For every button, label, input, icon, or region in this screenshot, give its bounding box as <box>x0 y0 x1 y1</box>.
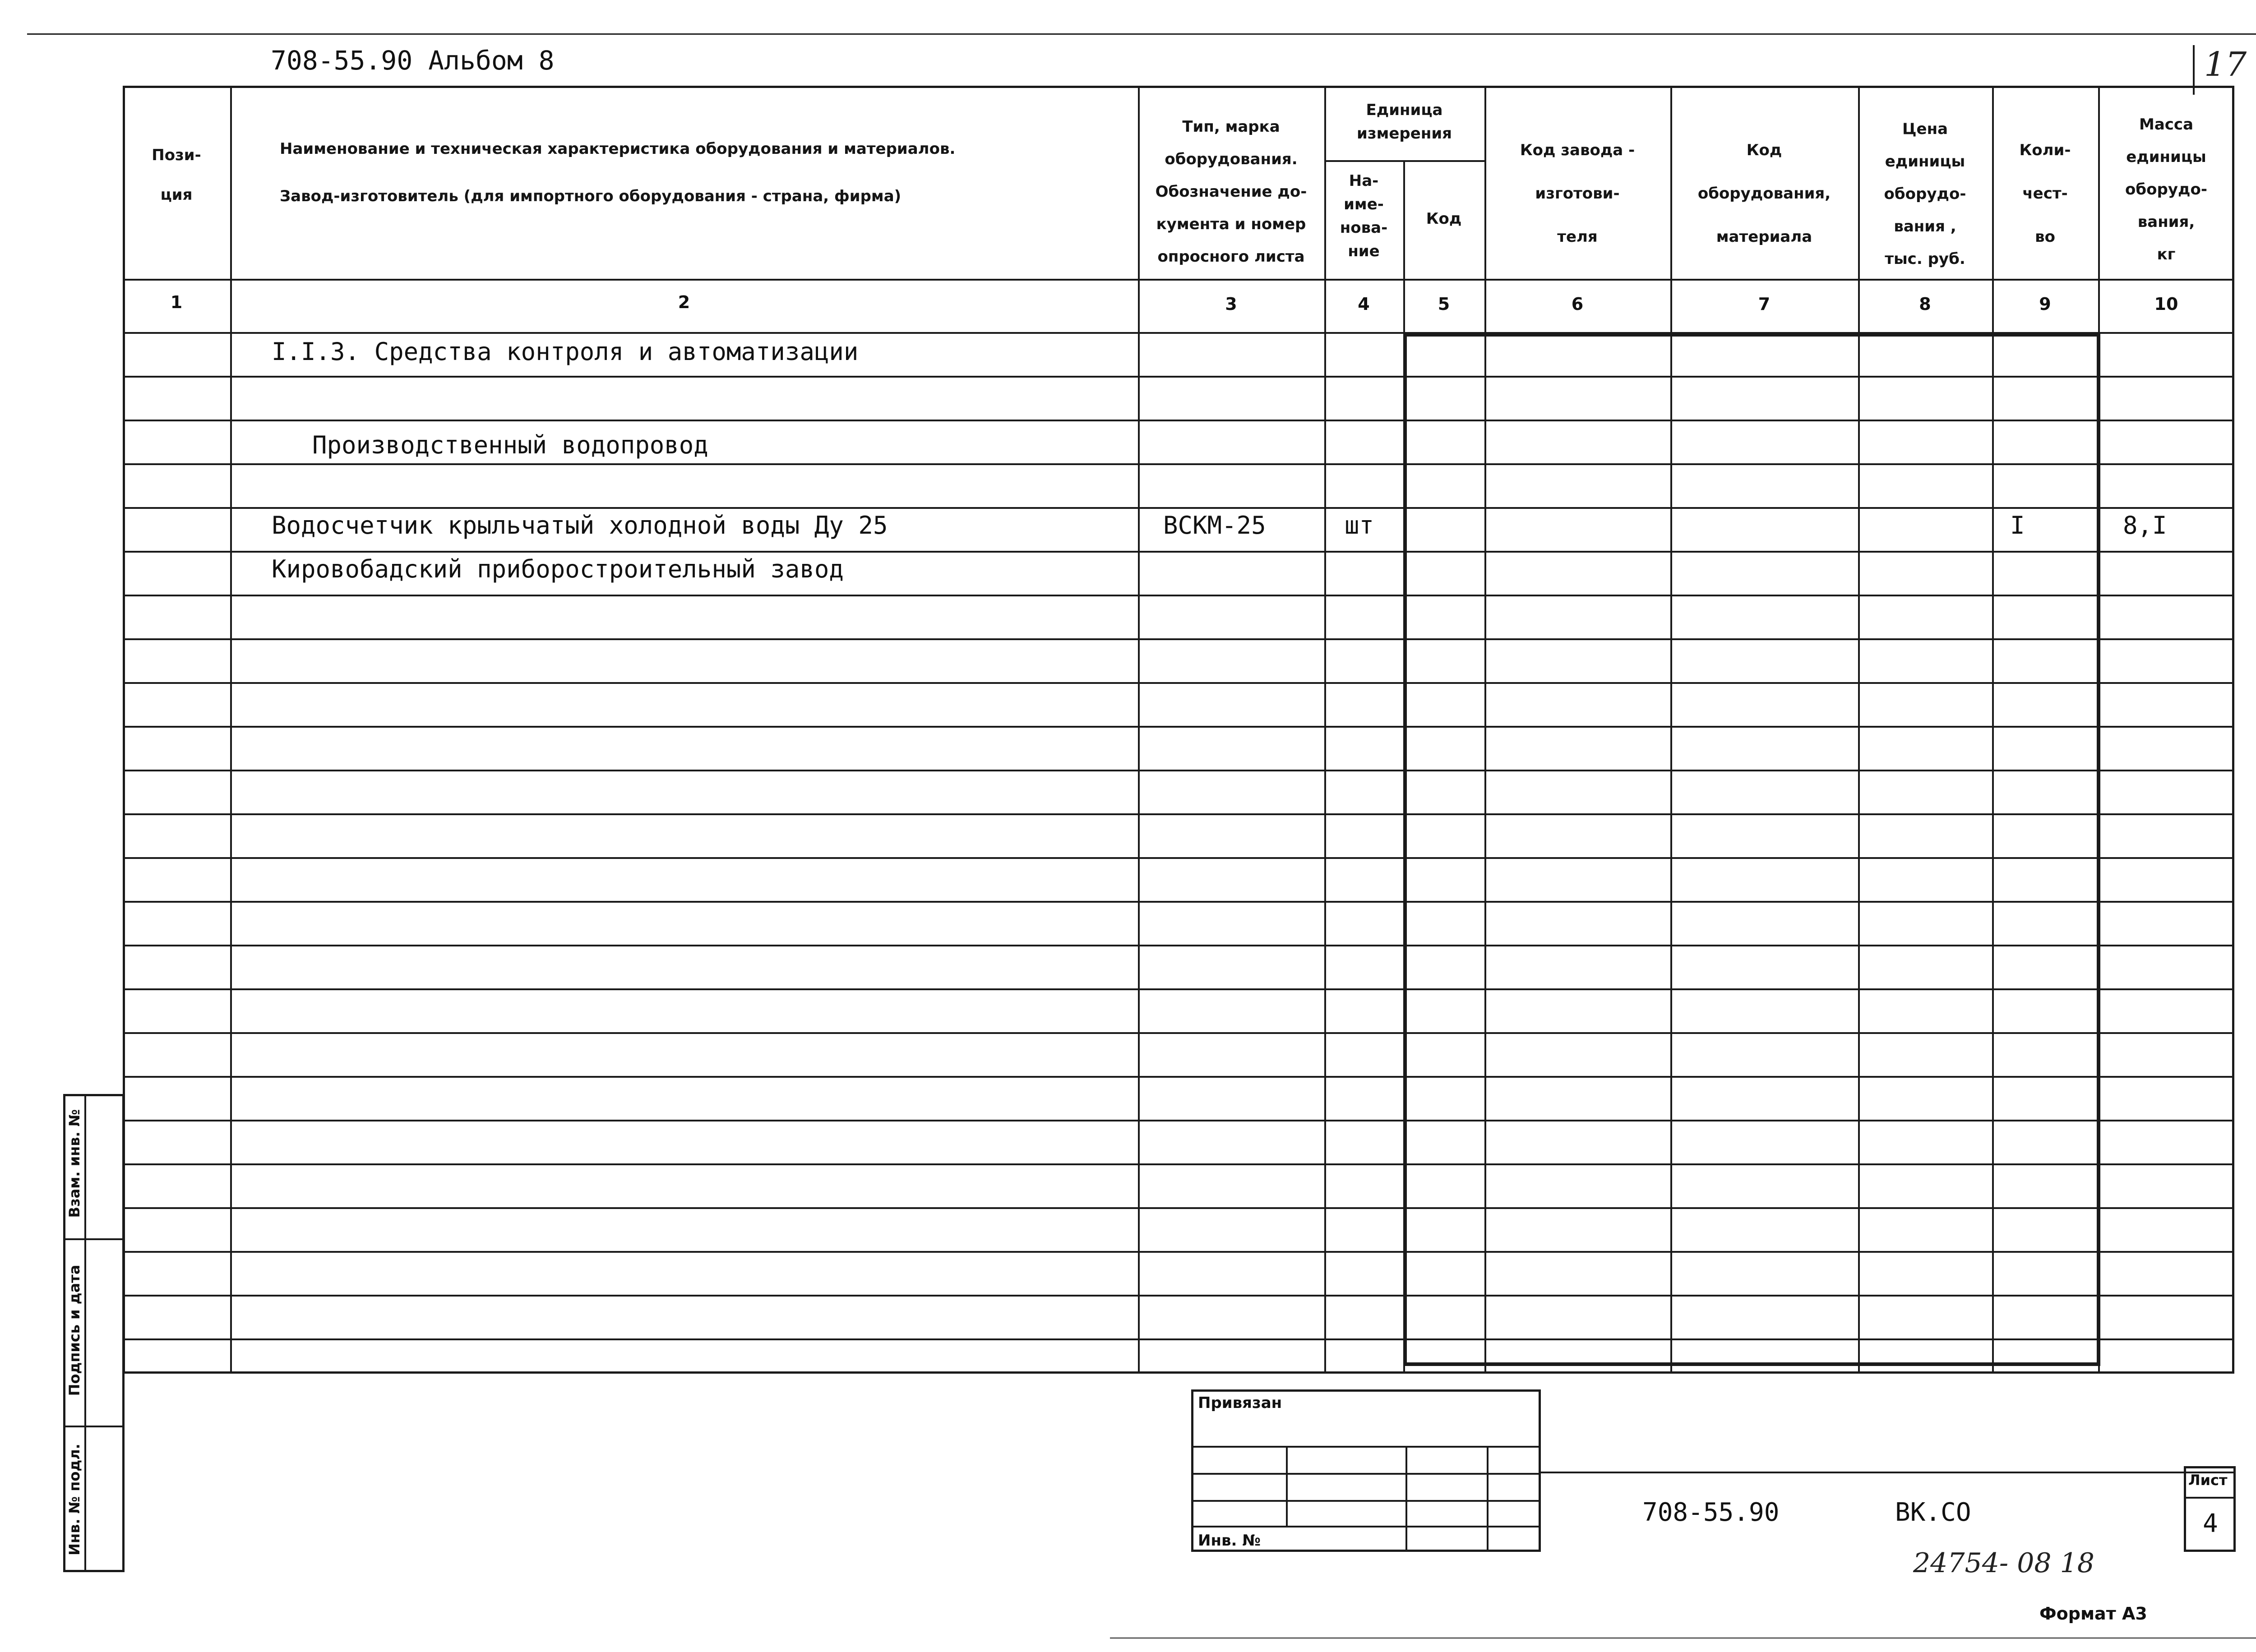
side-stamp-sep2 <box>63 1426 125 1427</box>
row-item-type: ВСКМ-25 <box>1163 511 1266 540</box>
col-number-4: 4 <box>1358 294 1370 314</box>
row-item-unit: шт <box>1345 511 1374 540</box>
table-row-line <box>123 1295 2234 1297</box>
col-number-8: 8 <box>1919 294 1931 314</box>
document-header: 708-55.90 Альбом 8 <box>271 45 555 76</box>
side-stamp-divider <box>84 1094 86 1572</box>
stamp-inv-label: Инв. № <box>1198 1532 1261 1550</box>
table-row-line <box>123 1076 2234 1078</box>
header-type: Тип, марка оборудования. Обозначение до- кумента и номер опросного листа <box>1155 118 1307 266</box>
header-quantity: Коли- чест- во <box>2019 141 2071 246</box>
header-equipment-code: Код оборудования, материала <box>1697 141 1831 246</box>
table-row-line <box>123 507 2234 509</box>
table-row-line <box>123 1207 2234 1209</box>
col-number-7: 7 <box>1758 294 1771 314</box>
header-name-line1: Наименование и техническая характеристика оборудования и материалов. <box>280 140 956 158</box>
numbers-bottom-rule <box>123 332 2234 334</box>
side-label-signature-date: Подпись и дата <box>66 1264 83 1396</box>
table-row-line <box>123 770 2234 771</box>
side-label-inv-original: Инв. № подл. <box>66 1444 83 1555</box>
header-name-line2: Завод-изготовитель (для импортного оборудования - страна, фирма) <box>280 187 901 205</box>
privyazan-label: Привязан <box>1198 1394 1282 1412</box>
header-factory-code: Код завода - изготови- теля <box>1520 141 1635 246</box>
table-row-line <box>123 551 2234 553</box>
title-block-top <box>1541 1472 2236 1473</box>
stamp-col-2 <box>1405 1446 1407 1552</box>
row-manufacturer: Кировобадский приборостроительный завод <box>272 555 844 583</box>
col-number-10: 10 <box>2154 294 2178 314</box>
unit-group-divider <box>1324 160 1484 162</box>
row-item-mass: 8,I <box>2123 511 2167 540</box>
table-row-line <box>123 682 2234 684</box>
sheet-label: Лист <box>2188 1472 2228 1489</box>
sheet-box-divider <box>2184 1497 2236 1499</box>
header-bottom-rule <box>123 279 2234 281</box>
col-number-3: 3 <box>1225 294 1237 314</box>
side-label-replace-inv: Взам. инв. № <box>66 1109 83 1218</box>
sheet-number: 4 <box>2203 1509 2218 1538</box>
table-row-line <box>123 1338 2234 1340</box>
table-row-line <box>123 420 2234 421</box>
table-row-line <box>123 1251 2234 1253</box>
table-row-line <box>123 813 2234 815</box>
title-doc-mark: ВК.СО <box>1895 1498 1971 1527</box>
format-label: Формат А3 <box>2039 1604 2147 1624</box>
top-rule <box>27 33 2256 35</box>
handwritten-archive-number: 24754- 08 18 <box>1913 1547 2094 1579</box>
bold-inner-frame <box>1403 333 2100 1366</box>
row-item-name: Водосчетчик крыльчатый холодной воды Ду 25 <box>272 511 888 540</box>
header-price: Цена единицы оборудо- вания , тыс. руб. <box>1884 120 1966 268</box>
table-row-line <box>123 1163 2234 1165</box>
page-corner-number: 17 <box>2204 45 2247 84</box>
table-row-line <box>123 595 2234 596</box>
header-unit-code: Код <box>1426 210 1462 228</box>
col-number-2: 2 <box>678 292 690 312</box>
stamp-col-1 <box>1286 1446 1288 1527</box>
row-item-quantity: I <box>2010 511 2025 540</box>
stamp-col-3 <box>1487 1446 1489 1552</box>
row-subsection-title: Производственный водопровод <box>312 431 708 459</box>
table-row-line <box>123 376 2234 378</box>
header-unit-title: Единица измерения <box>1357 101 1452 143</box>
table-row-line <box>123 945 2234 946</box>
header-position: Пози- ция <box>152 146 201 204</box>
row-section-title: I.I.3. Средства контроля и автоматизации <box>272 337 859 366</box>
table-row-line <box>123 857 2234 859</box>
table-row-line <box>123 726 2234 728</box>
title-doc-code: 708-55.90 <box>1642 1498 1780 1527</box>
col-number-9: 9 <box>2039 294 2051 314</box>
header-unit-name: На- име- нова- ние <box>1340 172 1388 260</box>
table-row-line <box>123 463 2234 465</box>
table-row-line <box>123 901 2234 903</box>
header-mass: Масса единицы оборудо- вания, кг <box>2125 115 2207 263</box>
col-number-6: 6 <box>1571 294 1584 314</box>
col-number-1: 1 <box>170 292 183 312</box>
col-number-5: 5 <box>1438 294 1450 314</box>
table-row-line <box>123 1032 2234 1034</box>
table-row-line <box>123 638 2234 640</box>
table-row-line <box>123 1120 2234 1121</box>
table-row-line <box>123 988 2234 990</box>
